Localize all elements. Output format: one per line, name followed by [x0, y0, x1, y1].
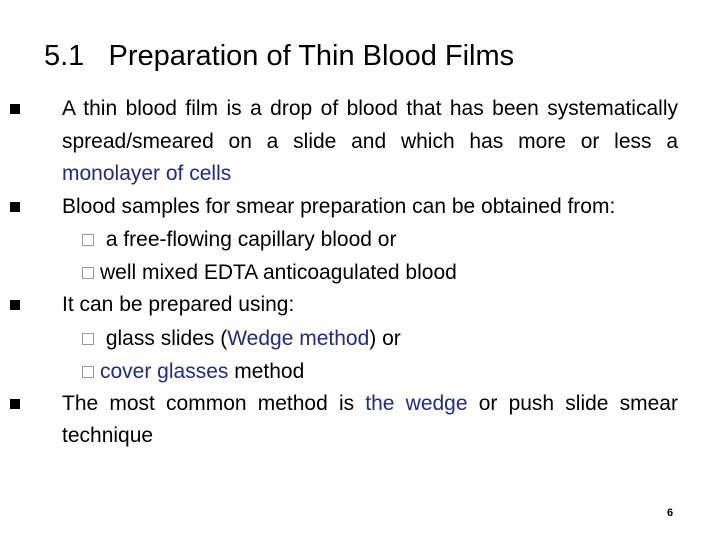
checkbox-bullet-icon — [82, 333, 94, 345]
highlight-text: monolayer of cells — [62, 162, 232, 185]
checkbox-bullet-icon — [82, 267, 94, 279]
bullet-item-thin-film-definition — [62, 93, 678, 191]
subitem-edta-blood — [82, 256, 720, 289]
bullet-item-blood-samples — [62, 191, 678, 224]
subitem-text: well mixed EDTA anticoagulated blood — [100, 261, 457, 284]
bullet-text-suffix: or push slide smear technique — [62, 391, 678, 447]
page-number: 6 — [667, 507, 674, 519]
bullet-text: The most common method is — [62, 391, 366, 415]
highlight-text: the wedge — [365, 391, 468, 415]
subitem-glass-slides — [82, 322, 720, 355]
highlight-text: Wedge method — [227, 326, 370, 350]
bullet-text: It can be prepared using: — [62, 293, 295, 316]
bullet-item-prepared-using — [62, 289, 678, 322]
slide-title: 5.1 Preparation of Thin Blood Films — [44, 40, 515, 72]
subitem-text: a free-flowing capillary blood or — [100, 228, 397, 251]
subitem-capillary-blood — [82, 223, 720, 256]
square-bullet-icon — [10, 300, 20, 310]
subitem-text: glass slides ( — [100, 326, 228, 350]
square-bullet-icon — [10, 104, 20, 114]
subitem-cover-glasses — [82, 355, 720, 388]
square-bullet-icon — [10, 202, 20, 212]
checkbox-bullet-icon — [82, 366, 94, 378]
square-bullet-icon — [10, 399, 20, 409]
checkbox-bullet-icon — [82, 234, 94, 246]
bullet-item-most-common-method — [62, 388, 678, 453]
bullet-list — [0, 93, 720, 453]
highlight-text: cover glasses — [100, 359, 229, 383]
subitem-text-suffix: method — [228, 359, 305, 383]
bullet-text: A thin blood film is a drop of blood that has been systematically spread/smeared on a slide and which has more or less a — [62, 97, 678, 153]
bullet-text: Blood samples for smear preparation can be obtained from: — [62, 194, 616, 218]
subitem-text-suffix: ) or — [369, 326, 401, 350]
